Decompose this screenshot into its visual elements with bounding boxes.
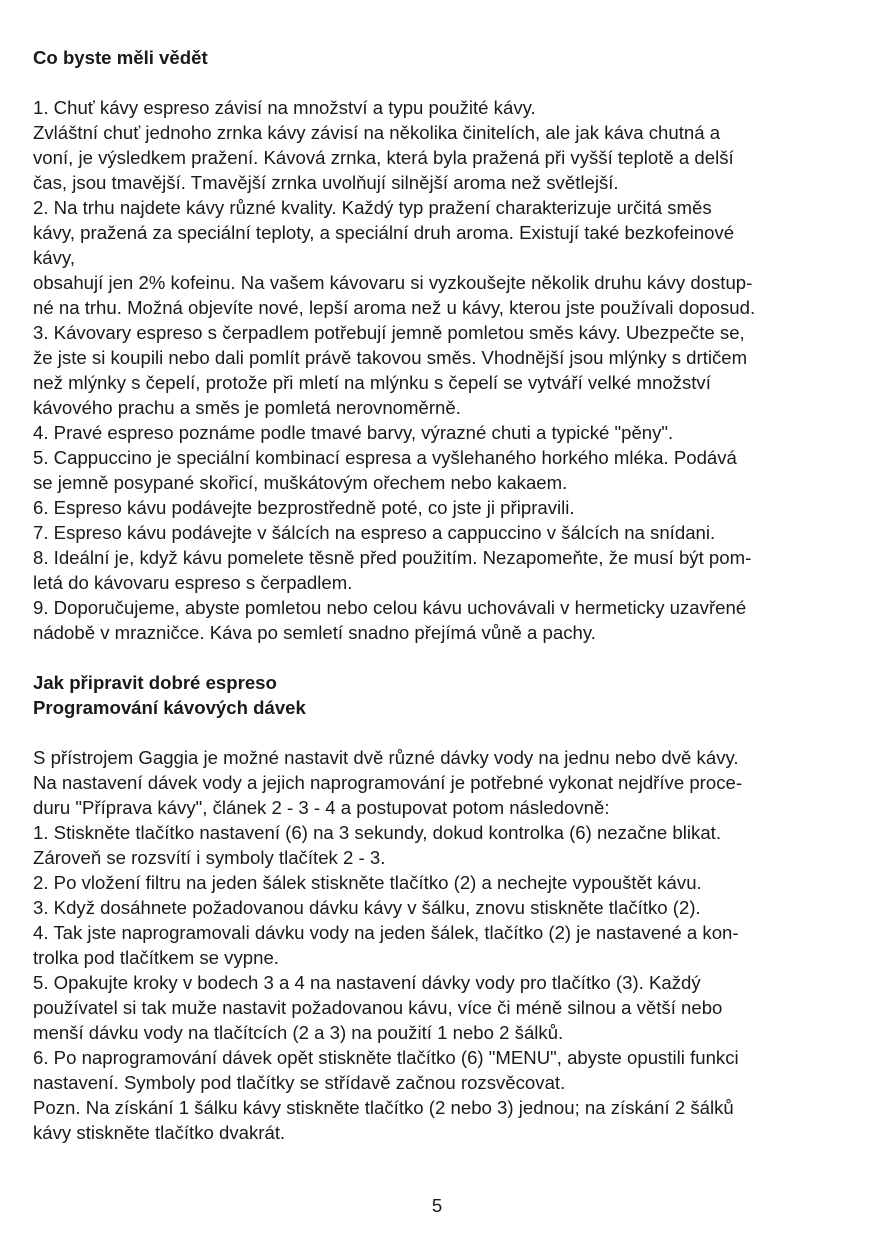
- text-line: 8. Ideální je, když kávu pomelete těsně před použitím. Nezapomeňte, že musí být pom-: [33, 547, 752, 568]
- text-line: nastavení. Symboly pod tlačítky se střídavě začnou rozsvěcovat.: [33, 1072, 566, 1093]
- text-line: Zvláštní chuť jednoho zrnka kávy závisí na několika činitelích, ale jak káva chutná a: [33, 122, 721, 143]
- text-line: nádobě v mrazničce. Káva po semletí snadno přejímá vůně a pachy.: [33, 622, 596, 643]
- text-line: 7. Espreso kávu podávejte v šálcích na espreso a cappuccino v šálcích na snídani.: [33, 522, 716, 543]
- text-line: 2. Na trhu najdete kávy různé kvality. Každý typ pražení charakterizuje určitá směs: [33, 197, 712, 218]
- text-line: že jste si koupili nebo dali pomlít právě takovou směs. Vhodnější jsou mlýnky s drtičem: [33, 347, 748, 368]
- text-line: 5. Opakujte kroky v bodech 3 a 4 na nastavení dávky vody pro tlačítko (3). Každý: [33, 972, 701, 993]
- text-line: 2. Po vložení filtru na jeden šálek stiskněte tlačítko (2) a nechejte vypouštět kávu.: [33, 872, 702, 893]
- text-line: 1. Stiskněte tlačítko nastavení (6) na 3 sekundy, dokud kontrolka (6) nezačne blikat.: [33, 822, 722, 843]
- spacer: [33, 70, 846, 95]
- section-heading-good-espresso: Jak připravit dobré espreso: [33, 672, 277, 693]
- text-line: kávy,: [33, 247, 76, 268]
- text-line: Pozn. Na získání 1 šálku kávy stiskněte tlačítko (2 nebo 3) jednou; na získání 2 šálků: [33, 1097, 734, 1118]
- text-line: kávy, pražená za speciální teploty, a speciální druh aroma. Existují také bezkofeinové: [33, 222, 735, 243]
- spacer: [33, 720, 846, 745]
- text-line: kávového prachu a směs je pomletá nerovnoměrně.: [33, 397, 461, 418]
- text-line: kávy stiskněte tlačítko dvakrát.: [33, 1122, 286, 1143]
- text-line: duru "Příprava kávy", článek 2 - 3 - 4 a postupovat potom následovně:: [33, 797, 610, 818]
- text-line: 6. Espreso kávu podávejte bezprostředně poté, co jste ji připravili.: [33, 497, 575, 518]
- section-body-programming-doses: [33, 745, 846, 1145]
- text-line: 3. Když dosáhnete požadovanou dávku kávy v šálku, znovu stiskněte tlačítko (2).: [33, 897, 701, 918]
- section-heading-what-to-know: Co byste měli vědět: [33, 47, 208, 68]
- spacer: [33, 645, 846, 670]
- text-line: voní, je výsledkem pražení. Kávová zrnka, která byla pražená při vyšší teplotě a delší: [33, 147, 734, 168]
- text-line: 4. Tak jste naprogramovali dávku vody na jeden šálek, tlačítko (2) je nastavené a kon-: [33, 922, 739, 943]
- text-line: trolka pod tlačítkem se vypne.: [33, 947, 279, 968]
- section-body-what-to-know: [33, 95, 846, 645]
- text-line: 6. Po naprogramování dávek opět stiskněte tlačítko (6) "MENU", abyste opustili funkci: [33, 1047, 739, 1068]
- text-line: 4. Pravé espreso poznáme podle tmavé barvy, výrazné chuti a typické "pěny".: [33, 422, 674, 443]
- text-line: 9. Doporučujeme, abyste pomletou nebo celou kávu uchovávali v hermeticky uzavřené: [33, 597, 747, 618]
- text-line: S přístrojem Gaggia je možné nastavit dvě různé dávky vody na jednu nebo dvě kávy.: [33, 747, 739, 768]
- text-line: menší dávku vody na tlačítcích (2 a 3) na použití 1 nebo 2 šálků.: [33, 1022, 564, 1043]
- text-line: né na trhu. Možná objevíte nové, lepší aroma než u kávy, kterou jste používali doposud.: [33, 297, 756, 318]
- text-line: používatel si tak muže nastavit požadovanou kávu, více či méně silnou a větší nebo: [33, 997, 723, 1018]
- text-line: se jemně posypané skořicí, muškátovým ořechem nebo kakaem.: [33, 472, 568, 493]
- page-number: 5: [431, 1195, 443, 1216]
- text-line: 5. Cappuccino je speciální kombinací espresa a vyšlehaného horkého mléka. Podává: [33, 447, 737, 468]
- section-heading-programming-doses: Programování kávových dávek: [33, 697, 306, 718]
- text-line: Zároveň se rozsvítí i symboly tlačítek 2 - 3.: [33, 847, 386, 868]
- text-line: Na nastavení dávek vody a jejich naprogramování je potřebné vykonat nejdříve proce-: [33, 772, 743, 793]
- text-line: než mlýnky s čepelí, protože při mletí na mlýnku s čepelí se vytváří velké množství: [33, 372, 711, 393]
- text-line: 3. Kávovary espreso s čerpadlem potřebují jemně pomletou směs kávy. Ubezpečte se,: [33, 322, 745, 343]
- text-line: obsahují jen 2% kofeinu. Na vašem kávovaru si vyzkoušejte několik druhu kávy dostup-: [33, 272, 753, 293]
- text-line: čas, jsou tmavější. Tmavější zrnka uvolňují silnější aroma než světlejší.: [33, 172, 619, 193]
- text-line: 1. Chuť kávy espreso závisí na množství a typu použité kávy.: [33, 97, 536, 118]
- text-line: letá do kávovaru espreso s čerpadlem.: [33, 572, 353, 593]
